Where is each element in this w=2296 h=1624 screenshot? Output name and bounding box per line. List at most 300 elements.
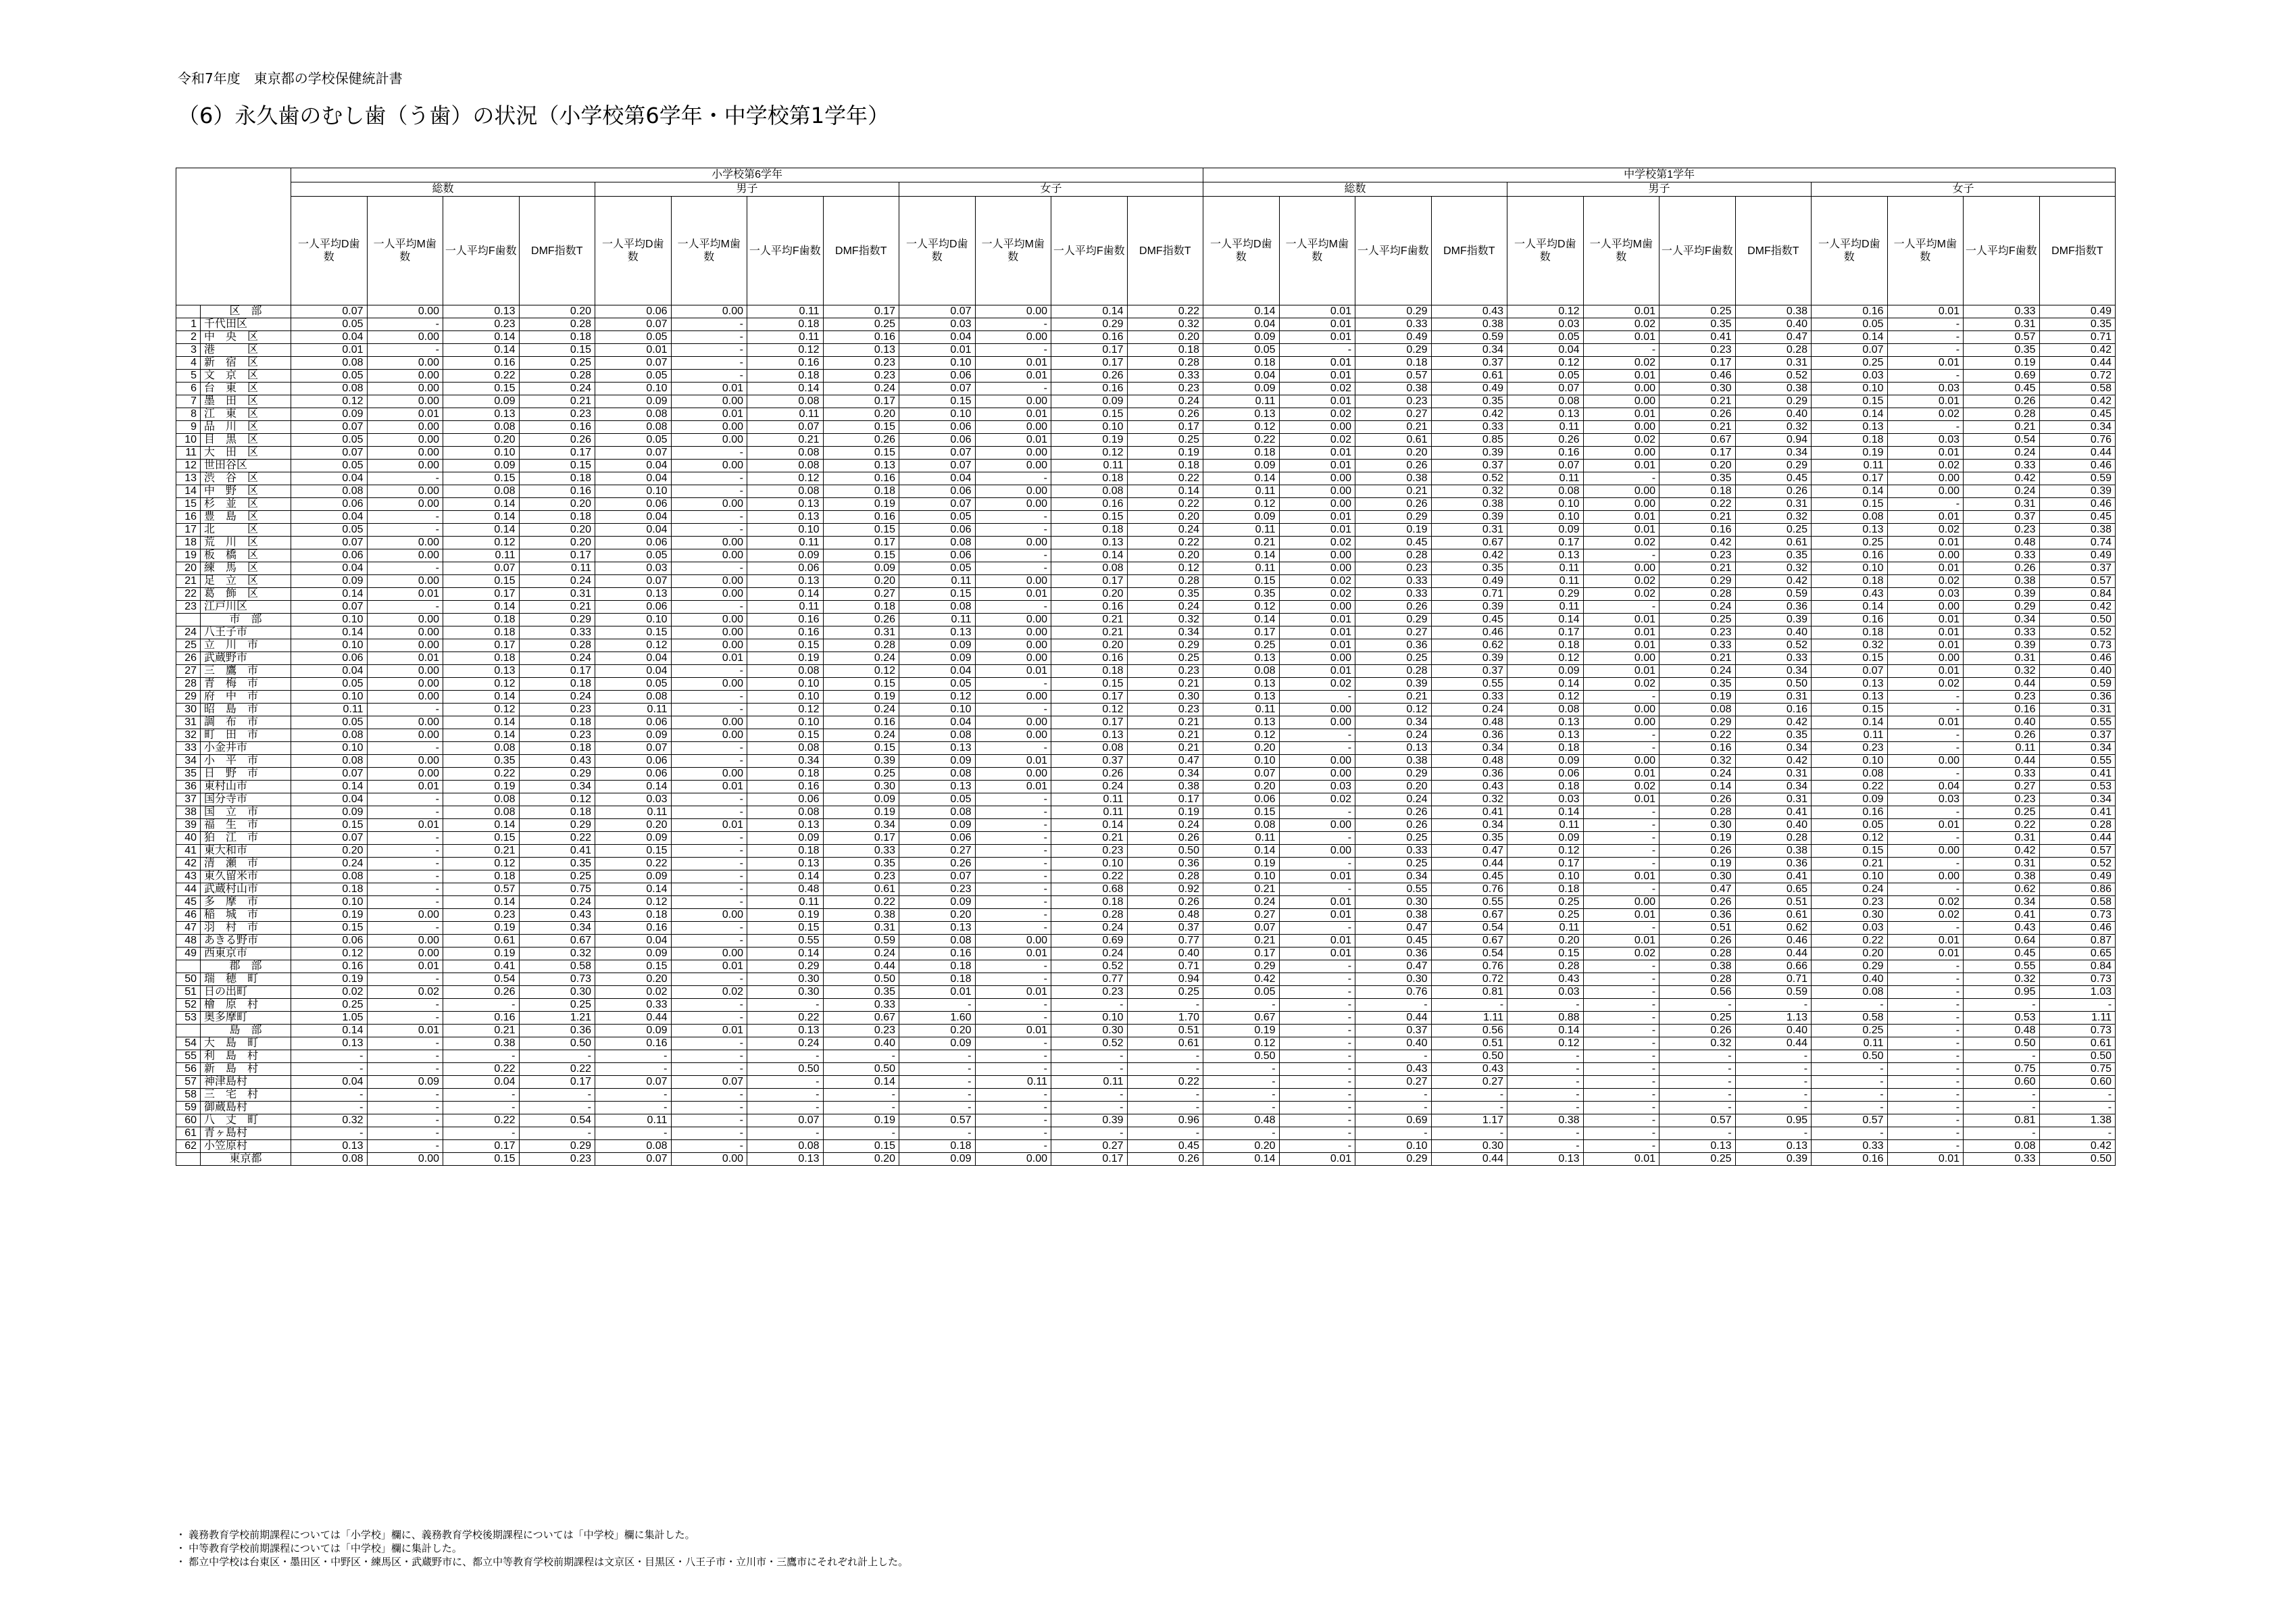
table-cell: 0.36 <box>1735 601 1812 614</box>
table-cell: 0.00 <box>367 935 443 948</box>
table-cell: 0.09 <box>595 395 672 408</box>
table-cell: 0.16 <box>1051 601 1128 614</box>
table-cell: - <box>975 973 1051 986</box>
table-cell: 0.57 <box>1964 331 2040 344</box>
table-cell: 0.24 <box>1964 485 2040 498</box>
table-cell: 0.00 <box>1887 755 1964 768</box>
table-cell: 0.24 <box>823 948 899 960</box>
table-cell: 0.00 <box>1583 421 1659 434</box>
table-cell: 0.11 <box>595 704 672 716</box>
table-cell: 0.40 <box>1812 973 1888 986</box>
table-cell: - <box>1279 729 1355 742</box>
table-cell: 0.00 <box>1279 498 1355 511</box>
table-cell: 0.02 <box>1887 524 1964 537</box>
table-cell: 0.06 <box>595 601 672 614</box>
table-cell: 0.06 <box>747 562 824 575</box>
table-cell: - <box>595 1102 672 1114</box>
row-number: 61 <box>176 1127 201 1140</box>
table-cell: 0.16 <box>823 716 899 729</box>
table-cell: 0.11 <box>747 408 824 421</box>
table-cell: 0.00 <box>367 305 443 318</box>
table-cell: 0.14 <box>1203 845 1280 858</box>
table-cell: 0.22 <box>747 1012 824 1025</box>
table-cell: - <box>1887 858 1964 870</box>
table-row <box>176 883 2116 896</box>
table-cell: 0.27 <box>1203 909 1280 922</box>
table-cell: - <box>367 973 443 986</box>
table-cell: 0.02 <box>1583 318 1659 331</box>
table-cell: 0.09 <box>1812 793 1888 806</box>
table-cell: 0.38 <box>1659 960 1736 973</box>
table-cell: - <box>367 742 443 755</box>
row-number: 9 <box>176 421 201 434</box>
table-cell: - <box>671 691 747 704</box>
table-cell: 0.96 <box>1127 1114 1203 1127</box>
table-cell: 0.13 <box>1659 1140 1736 1153</box>
row-number: 54 <box>176 1037 201 1050</box>
table-row <box>176 1089 2116 1102</box>
table-cell: 0.13 <box>1507 729 1584 742</box>
table-cell: 0.37 <box>1431 460 1507 472</box>
table-cell: 0.20 <box>443 434 520 447</box>
table-cell: 0.72 <box>2039 370 2116 383</box>
table-row <box>176 755 2116 768</box>
row-area-name: 世田谷区 <box>201 460 291 472</box>
table-cell: 0.51 <box>1431 1037 1507 1050</box>
row-number: 21 <box>176 575 201 588</box>
table-cell: 0.12 <box>1203 729 1280 742</box>
table-cell: - <box>1735 1127 1812 1140</box>
table-cell: 0.45 <box>1127 1140 1203 1153</box>
row-number: 2 <box>176 331 201 344</box>
table-cell: - <box>975 511 1051 524</box>
table-cell: 0.24 <box>1659 665 1736 678</box>
table-cell: 0.43 <box>1964 922 2040 935</box>
table-cell: 0.16 <box>823 511 899 524</box>
table-cell: 0.08 <box>747 665 824 678</box>
row-number: 45 <box>176 896 201 909</box>
table-cell: - <box>1127 1127 1203 1140</box>
table-cell: 0.01 <box>975 948 1051 960</box>
row-number: 39 <box>176 819 201 832</box>
table-cell: 0.15 <box>519 344 595 357</box>
table-cell: 0.46 <box>1659 370 1736 383</box>
table-cell: 0.18 <box>1659 485 1736 498</box>
table-cell: - <box>975 742 1051 755</box>
row-number: 10 <box>176 434 201 447</box>
table-cell: 0.27 <box>899 845 976 858</box>
table-cell: 0.04 <box>291 472 368 485</box>
table-cell: 0.33 <box>1431 421 1507 434</box>
table-cell: 0.12 <box>1507 357 1584 370</box>
table-cell: 0.50 <box>1431 1050 1507 1063</box>
table-cell: 0.38 <box>1355 909 1432 922</box>
table-cell: 0.12 <box>1812 832 1888 845</box>
table-cell: 0.12 <box>1507 845 1584 858</box>
table-cell: 0.09 <box>291 408 368 421</box>
table-cell: 0.26 <box>1735 485 1812 498</box>
table-cell: 0.16 <box>747 626 824 639</box>
table-cell: 0.17 <box>823 305 899 318</box>
table-cell: - <box>1583 845 1659 858</box>
table-cell: 0.01 <box>1887 511 1964 524</box>
table-cell: - <box>975 793 1051 806</box>
table-cell: - <box>595 1127 672 1140</box>
table-cell: - <box>367 883 443 896</box>
table-cell: - <box>291 1102 368 1114</box>
table-cell: 0.04 <box>899 472 976 485</box>
table-cell: 0.00 <box>975 498 1051 511</box>
table-cell: 0.22 <box>1127 537 1203 549</box>
table-cell: - <box>1507 1102 1584 1114</box>
table-cell: 0.02 <box>1279 383 1355 395</box>
table-cell: 0.30 <box>747 973 824 986</box>
table-cell: 0.21 <box>1051 614 1128 626</box>
table-cell: 0.11 <box>899 614 976 626</box>
table-cell: 0.24 <box>823 729 899 742</box>
row-area-name: 島 部 <box>201 1025 291 1037</box>
table-cell: 0.05 <box>1203 344 1280 357</box>
table-cell: 0.19 <box>747 909 824 922</box>
table-cell: 0.15 <box>823 549 899 562</box>
table-cell: 0.21 <box>1659 511 1736 524</box>
table-row <box>176 1127 2116 1140</box>
table-cell: 0.25 <box>1127 652 1203 665</box>
table-cell: 0.18 <box>519 511 595 524</box>
table-cell: 0.00 <box>975 447 1051 460</box>
table-cell: 0.08 <box>443 806 520 819</box>
table-cell: 0.08 <box>595 421 672 434</box>
row-number: 44 <box>176 883 201 896</box>
table-cell: 0.00 <box>975 395 1051 408</box>
row-area-name: 八 丈 町 <box>201 1114 291 1127</box>
table-cell: 0.50 <box>747 1063 824 1076</box>
table-cell: 0.32 <box>519 948 595 960</box>
table-cell: - <box>671 896 747 909</box>
table-cell: 0.31 <box>1735 768 1812 781</box>
table-cell: 0.18 <box>1203 447 1280 460</box>
table-cell: 0.09 <box>1507 524 1584 537</box>
table-cell: - <box>1203 999 1280 1012</box>
table-cell: 0.21 <box>747 434 824 447</box>
table-cell: 0.07 <box>291 447 368 460</box>
table-cell: 0.01 <box>595 344 672 357</box>
row-number: 22 <box>176 588 201 601</box>
table-cell: 0.12 <box>291 948 368 960</box>
table-cell: 0.85 <box>1431 434 1507 447</box>
table-cell: 0.00 <box>367 575 443 588</box>
table-cell: - <box>519 1102 595 1114</box>
table-cell: 0.48 <box>1127 909 1203 922</box>
table-cell: 0.23 <box>519 408 595 421</box>
table-row <box>176 999 2116 1012</box>
table-cell: 0.00 <box>367 395 443 408</box>
table-cell: 0.13 <box>899 781 976 793</box>
table-cell: 0.16 <box>519 421 595 434</box>
table-cell: 0.00 <box>367 460 443 472</box>
table-cell: 0.13 <box>1812 691 1888 704</box>
table-cell: 0.08 <box>1964 1140 2040 1153</box>
row-area-name: 北 区 <box>201 524 291 537</box>
table-cell: 0.34 <box>1964 614 2040 626</box>
table-cell: 0.06 <box>899 549 976 562</box>
table-cell: 0.20 <box>595 973 672 986</box>
table-cell: 0.67 <box>1431 909 1507 922</box>
table-cell: 0.07 <box>595 318 672 331</box>
table-cell: - <box>1507 1076 1584 1089</box>
table-cell: 0.18 <box>443 614 520 626</box>
row-area-name: 千代田区 <box>201 318 291 331</box>
table-cell: 0.08 <box>747 742 824 755</box>
row-number: 40 <box>176 832 201 845</box>
table-cell: 0.34 <box>1964 896 2040 909</box>
table-cell: 0.25 <box>519 870 595 883</box>
table-cell: 0.94 <box>1127 973 1203 986</box>
table-cell: - <box>899 1063 976 1076</box>
table-cell: 0.10 <box>747 678 824 691</box>
row-number: 30 <box>176 704 201 716</box>
table-row <box>176 537 2116 549</box>
table-cell: 0.61 <box>1735 537 1812 549</box>
table-cell: 0.20 <box>1355 781 1432 793</box>
table-cell: 0.01 <box>1583 626 1659 639</box>
table-cell: 0.00 <box>1583 395 1659 408</box>
table-cell: - <box>975 704 1051 716</box>
table-cell: 0.18 <box>823 601 899 614</box>
table-cell: 0.50 <box>1964 1037 2040 1050</box>
table-cell: 0.16 <box>747 357 824 370</box>
table-cell: 0.11 <box>1203 832 1280 845</box>
table-cell: 0.26 <box>1507 434 1584 447</box>
table-cell: 0.95 <box>1964 986 2040 999</box>
table-cell: 0.05 <box>291 370 368 383</box>
table-cell: - <box>1279 806 1355 819</box>
table-cell: 0.09 <box>291 575 368 588</box>
table-cell: 0.16 <box>747 781 824 793</box>
table-cell: 0.14 <box>443 691 520 704</box>
table-cell: 0.07 <box>595 742 672 755</box>
table-cell: 0.24 <box>747 1037 824 1050</box>
table-cell: 0.33 <box>1735 652 1812 665</box>
table-cell: 0.21 <box>1051 626 1128 639</box>
table-cell: 0.38 <box>1355 755 1432 768</box>
table-cell: - <box>1279 960 1355 973</box>
table-cell: 0.11 <box>1203 395 1280 408</box>
table-row <box>176 639 2116 652</box>
table-cell: 0.01 <box>1279 395 1355 408</box>
table-cell: 0.26 <box>1659 408 1736 421</box>
row-area-name: 東久留米市 <box>201 870 291 883</box>
table-cell: 0.01 <box>367 588 443 601</box>
table-cell: 0.00 <box>367 537 443 549</box>
table-cell: 0.17 <box>1051 575 1128 588</box>
table-cell: 0.18 <box>1127 344 1203 357</box>
table-cell: - <box>1203 1089 1280 1102</box>
table-cell: 0.00 <box>1583 498 1659 511</box>
row-number: 60 <box>176 1114 201 1127</box>
table-cell: 0.02 <box>1887 408 1964 421</box>
table-cell: - <box>1507 1063 1584 1076</box>
table-cell: 0.23 <box>1812 896 1888 909</box>
table-cell: 0.52 <box>2039 858 2116 870</box>
table-cell: 0.26 <box>1355 601 1432 614</box>
table-cell: 0.52 <box>1051 1037 1128 1050</box>
table-cell: - <box>367 1140 443 1153</box>
footnote: ・ 都立中学校は台東区・墨田区・中野区・練馬区・武蔵野市に、都立中等教育学校前期課程は文京区・目黒区・八王子市・立川市・三鷹市にそれぞれ計上した。 <box>176 1556 909 1568</box>
table-cell: - <box>671 524 747 537</box>
table-cell: 0.30 <box>1659 819 1736 832</box>
table-cell: 0.77 <box>1127 935 1203 948</box>
table-cell: 1.38 <box>2039 1114 2116 1127</box>
table-cell: 0.26 <box>1659 896 1736 909</box>
table-cell: 0.25 <box>291 999 368 1012</box>
row-area-name: 福 生 市 <box>201 819 291 832</box>
table-cell: 0.51 <box>1659 922 1736 935</box>
table-cell: 0.08 <box>1051 742 1128 755</box>
table-cell: 0.10 <box>1507 511 1584 524</box>
table-cell: 0.15 <box>823 1140 899 1153</box>
table-cell: - <box>671 999 747 1012</box>
table-cell: 0.12 <box>1051 447 1128 460</box>
table-row <box>176 434 2116 447</box>
row-area-name: 足 立 区 <box>201 575 291 588</box>
table-cell: 0.31 <box>1735 498 1812 511</box>
dental-caries-table <box>176 168 2116 1166</box>
table-cell: 0.20 <box>1659 460 1736 472</box>
table-cell: 0.16 <box>443 357 520 370</box>
row-number: 13 <box>176 472 201 485</box>
table-cell: - <box>1583 883 1659 896</box>
table-cell: 0.65 <box>1735 883 1812 896</box>
table-cell: 0.14 <box>1812 408 1888 421</box>
table-cell: 0.36 <box>1431 729 1507 742</box>
table-cell: 0.27 <box>1051 1140 1128 1153</box>
table-cell: 0.40 <box>1964 716 2040 729</box>
table-row <box>176 806 2116 819</box>
table-cell: 0.18 <box>1812 575 1888 588</box>
table-cell: - <box>747 1089 824 1102</box>
table-cell: - <box>1203 1063 1280 1076</box>
table-cell: 0.01 <box>1887 639 1964 652</box>
table-row <box>176 793 2116 806</box>
table-cell: 0.42 <box>2039 1140 2116 1153</box>
table-cell: - <box>975 524 1051 537</box>
table-cell: - <box>1507 999 1584 1012</box>
table-cell: 0.14 <box>443 601 520 614</box>
table-cell: 0.25 <box>1659 1012 1736 1025</box>
table-cell: - <box>443 1089 520 1102</box>
table-cell: 0.20 <box>1203 781 1280 793</box>
table-cell: 0.37 <box>2039 562 2116 575</box>
table-cell: 0.67 <box>519 935 595 948</box>
row-number: 12 <box>176 460 201 472</box>
table-cell: 0.17 <box>1507 858 1584 870</box>
table-cell: 0.44 <box>1355 1012 1432 1025</box>
row-number <box>176 1025 201 1037</box>
table-cell: 0.15 <box>1051 511 1128 524</box>
table-cell: - <box>1279 999 1355 1012</box>
table-cell: 0.28 <box>1355 665 1432 678</box>
table-cell: 0.48 <box>747 883 824 896</box>
table-cell: 1.60 <box>899 1012 976 1025</box>
table-cell: 0.02 <box>1583 434 1659 447</box>
table-cell: 0.00 <box>367 357 443 370</box>
table-cell: 0.35 <box>1203 588 1280 601</box>
table-cell: 0.31 <box>1735 357 1812 370</box>
table-cell: 0.42 <box>1964 472 2040 485</box>
table-cell: 0.40 <box>823 1037 899 1050</box>
table-cell: 0.35 <box>1431 395 1507 408</box>
table-cell: 0.22 <box>1127 1076 1203 1089</box>
table-cell: - <box>1583 1114 1659 1127</box>
table-cell: 0.24 <box>1127 819 1203 832</box>
table-cell: 0.13 <box>1203 691 1280 704</box>
table-cell: 0.30 <box>1355 973 1432 986</box>
row-area-name: あきる野市 <box>201 935 291 948</box>
table-cell: 0.00 <box>367 447 443 460</box>
table-cell: 0.20 <box>823 408 899 421</box>
table-cell: 0.19 <box>1051 434 1128 447</box>
table-cell: 0.04 <box>595 935 672 948</box>
table-cell: 0.16 <box>823 331 899 344</box>
table-cell: 0.05 <box>1507 370 1584 383</box>
table-cell: 0.57 <box>1355 370 1432 383</box>
table-cell: - <box>671 472 747 485</box>
table-cell: 0.00 <box>975 485 1051 498</box>
table-cell: 0.39 <box>1431 652 1507 665</box>
table-cell: 0.07 <box>1507 460 1584 472</box>
table-cell: 0.24 <box>823 704 899 716</box>
table-cell: 0.01 <box>1279 896 1355 909</box>
table-cell: 0.00 <box>1279 716 1355 729</box>
table-cell: 0.00 <box>367 948 443 960</box>
table-row <box>176 742 2116 755</box>
row-number: 19 <box>176 549 201 562</box>
row-number <box>176 614 201 626</box>
table-cell: - <box>1279 1140 1355 1153</box>
table-cell: 0.36 <box>519 1025 595 1037</box>
table-cell: 0.23 <box>899 883 976 896</box>
table-cell: 0.15 <box>595 845 672 858</box>
table-cell: - <box>671 601 747 614</box>
row-area-name: 多 摩 市 <box>201 896 291 909</box>
table-cell: 0.22 <box>595 858 672 870</box>
table-cell: 0.28 <box>1659 806 1736 819</box>
table-cell: - <box>1051 1063 1128 1076</box>
table-cell: 0.73 <box>519 973 595 986</box>
table-cell: 0.08 <box>1203 665 1280 678</box>
table-cell: 0.15 <box>443 575 520 588</box>
table-cell: 0.44 <box>2039 832 2116 845</box>
table-cell: 0.17 <box>519 549 595 562</box>
table-cell: 0.18 <box>291 883 368 896</box>
row-number: 28 <box>176 678 201 691</box>
table-cell: 0.49 <box>2039 305 2116 318</box>
table-cell: 0.01 <box>367 1025 443 1037</box>
table-cell: 0.06 <box>1203 793 1280 806</box>
table-cell: 0.13 <box>595 588 672 601</box>
table-cell: 0.20 <box>595 819 672 832</box>
table-cell: 0.18 <box>1051 472 1128 485</box>
table-cell: 0.33 <box>595 999 672 1012</box>
table-cell: 0.33 <box>1355 575 1432 588</box>
table-cell: - <box>1507 1089 1584 1102</box>
table-cell: 0.00 <box>975 421 1051 434</box>
table-cell: 0.20 <box>1507 935 1584 948</box>
table-cell: - <box>519 1089 595 1102</box>
table-cell: 0.71 <box>1431 588 1507 601</box>
table-cell: - <box>1583 922 1659 935</box>
